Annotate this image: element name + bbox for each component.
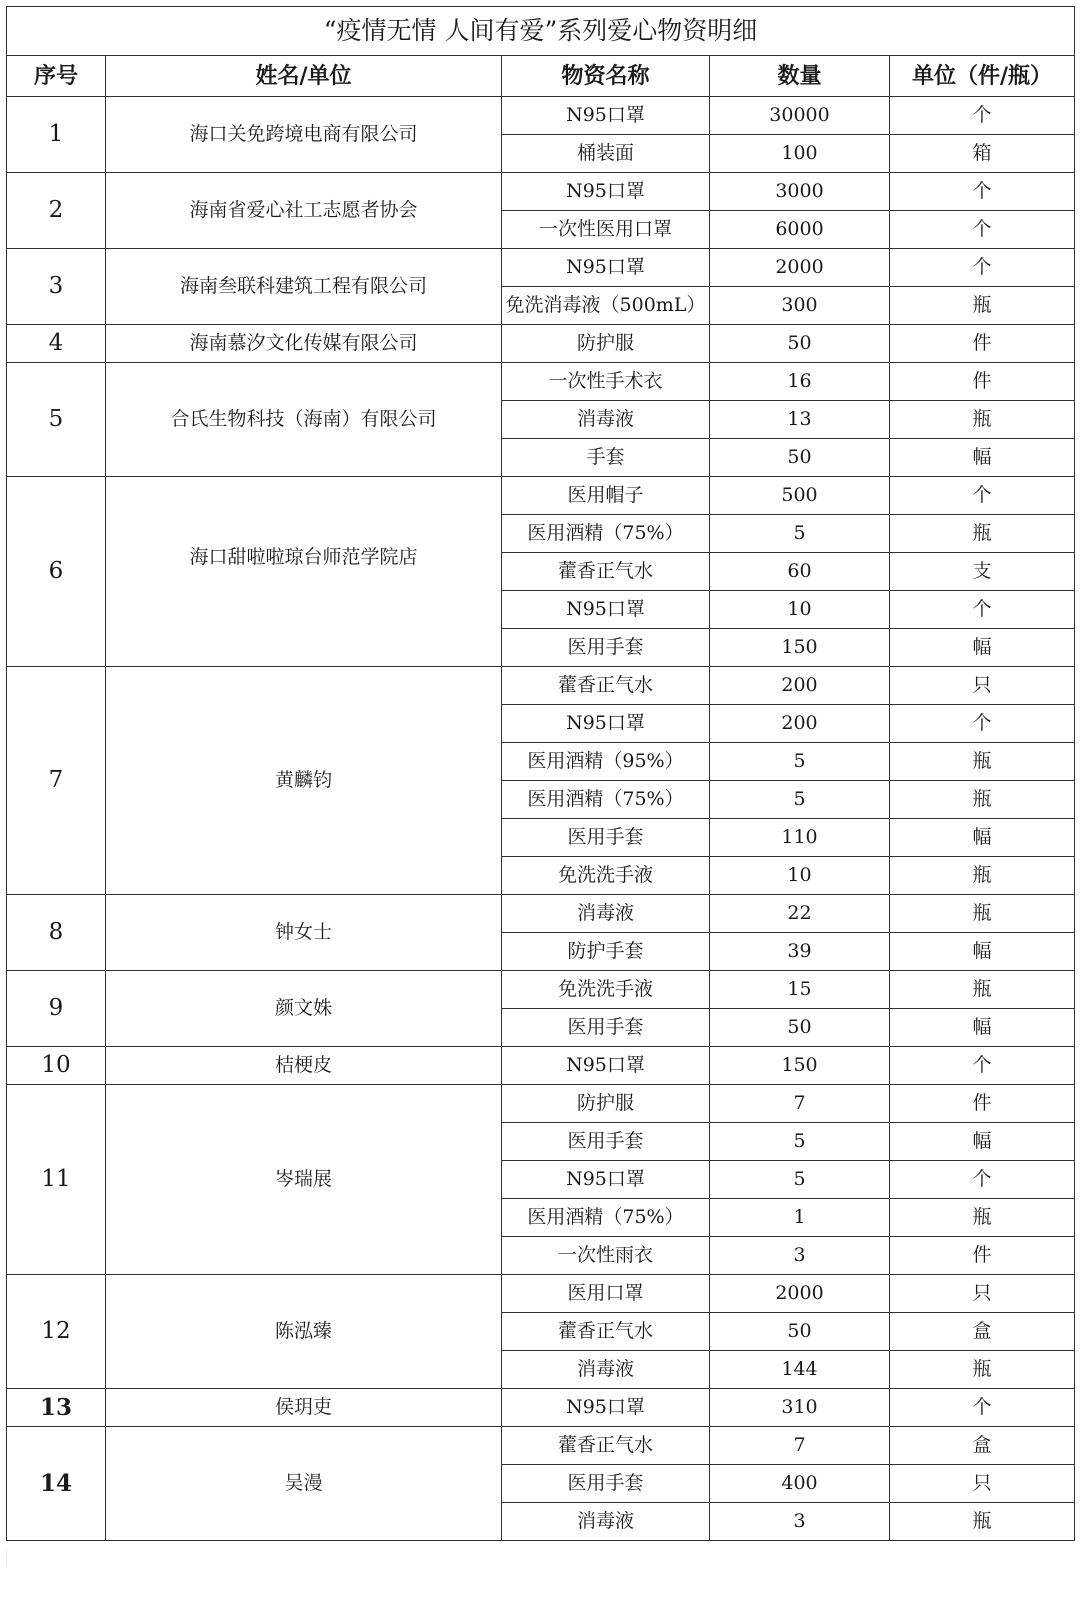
cell-quantity: 22: [710, 895, 890, 933]
cell-item: N95口罩: [502, 97, 710, 135]
cell-unit: 瓶: [890, 781, 1075, 819]
cell-quantity: 300: [710, 287, 890, 325]
cell-seq: 5: [7, 363, 106, 477]
cell-item: 医用酒精（75%）: [502, 515, 710, 553]
table-row: [7, 363, 1075, 401]
cell-item: 藿香正气水: [502, 1313, 710, 1351]
cell-unit: 瓶: [890, 515, 1075, 553]
table-body: [7, 97, 1075, 1541]
cell-seq: 6: [7, 477, 106, 667]
header-quantity: 数量: [710, 56, 890, 97]
cell-item: 藿香正气水: [502, 553, 710, 591]
cell-quantity: 5: [710, 515, 890, 553]
cell-item: 防护手套: [502, 933, 710, 971]
cell-unit: 支: [890, 553, 1075, 591]
cell-seq: 11: [7, 1085, 106, 1275]
cell-item: 藿香正气水: [502, 667, 710, 705]
cell-quantity: 500: [710, 477, 890, 515]
table-row: [7, 97, 1075, 135]
cell-item: 消毒液: [502, 401, 710, 439]
cell-quantity: 3000: [710, 173, 890, 211]
cell-unit: 盒: [890, 1313, 1075, 1351]
table-row: [7, 971, 1075, 1009]
cell-quantity: 30000: [710, 97, 890, 135]
cell-item: 医用口罩: [502, 1275, 710, 1313]
cell-seq: 14: [7, 1427, 106, 1541]
cell-quantity: 15: [710, 971, 890, 1009]
cell-quantity: 50: [710, 325, 890, 363]
cell-item: 消毒液: [502, 1503, 710, 1541]
cell-unit: 个: [890, 477, 1075, 515]
cell-seq: 3: [7, 249, 106, 325]
cell-unit: 件: [890, 1237, 1075, 1275]
cell-quantity: 16: [710, 363, 890, 401]
cell-item: 医用酒精（75%）: [502, 1199, 710, 1237]
cell-unit: 幅: [890, 629, 1075, 667]
table-edge: [6, 1551, 1075, 1565]
cell-unit: 瓶: [890, 1199, 1075, 1237]
cell-item: N95口罩: [502, 249, 710, 287]
cell-unit: 个: [890, 249, 1075, 287]
table-row: [7, 1047, 1075, 1085]
cell-item: 防护服: [502, 1085, 710, 1123]
cell-quantity: 7: [710, 1085, 890, 1123]
cell-donor: 黄麟钧: [106, 667, 502, 895]
cell-unit: 瓶: [890, 895, 1075, 933]
cell-item: 手套: [502, 439, 710, 477]
cell-item: N95口罩: [502, 1389, 710, 1427]
cell-seq: 9: [7, 971, 106, 1047]
cell-seq: 2: [7, 173, 106, 249]
cell-unit: 幅: [890, 819, 1075, 857]
cell-unit: 瓶: [890, 1351, 1075, 1389]
cell-item: 医用帽子: [502, 477, 710, 515]
table-row: [7, 1427, 1075, 1465]
cell-donor: 钟女士: [106, 895, 502, 971]
cell-quantity: 150: [710, 629, 890, 667]
cell-item: 桶装面: [502, 135, 710, 173]
cell-quantity: 50: [710, 439, 890, 477]
cell-unit: 个: [890, 97, 1075, 135]
cell-quantity: 400: [710, 1465, 890, 1503]
cell-item: 医用手套: [502, 1009, 710, 1047]
cell-unit: 瓶: [890, 401, 1075, 439]
cell-quantity: 110: [710, 819, 890, 857]
cell-unit: 只: [890, 1275, 1075, 1313]
cell-item: 一次性手术衣: [502, 363, 710, 401]
table-row: [7, 1389, 1075, 1427]
table-row: [7, 173, 1075, 211]
table-row: [7, 667, 1075, 705]
cell-quantity: 5: [710, 743, 890, 781]
cell-quantity: 10: [710, 591, 890, 629]
cell-quantity: 310: [710, 1389, 890, 1427]
cell-item: 医用手套: [502, 629, 710, 667]
cell-unit: 个: [890, 1161, 1075, 1199]
cell-donor: 海南叁联科建筑工程有限公司: [106, 249, 502, 325]
cell-unit: 瓶: [890, 1503, 1075, 1541]
cell-donor: 桔梗皮: [106, 1047, 502, 1085]
cell-unit: 件: [890, 1085, 1075, 1123]
cell-unit: 件: [890, 325, 1075, 363]
cell-item: N95口罩: [502, 1161, 710, 1199]
cell-quantity: 200: [710, 705, 890, 743]
cell-quantity: 5: [710, 781, 890, 819]
cell-unit: 幅: [890, 1123, 1075, 1161]
cell-unit: 个: [890, 173, 1075, 211]
cell-unit: 个: [890, 1389, 1075, 1427]
cell-donor: 岑瑞展: [106, 1085, 502, 1275]
table-row: [7, 477, 1075, 515]
cell-seq: 8: [7, 895, 106, 971]
cell-item: N95口罩: [502, 1047, 710, 1085]
header-seq: 序号: [7, 56, 106, 97]
cell-quantity: 150: [710, 1047, 890, 1085]
cell-item: 免洗消毒液（500mL）: [502, 287, 710, 325]
cell-quantity: 2000: [710, 1275, 890, 1313]
cell-item: 医用手套: [502, 819, 710, 857]
header-unit: 单位（件/瓶）: [890, 56, 1075, 97]
cell-item: 一次性医用口罩: [502, 211, 710, 249]
cell-quantity: 50: [710, 1313, 890, 1351]
cell-item: 防护服: [502, 325, 710, 363]
cell-quantity: 1: [710, 1199, 890, 1237]
cell-donor: 海南省爱心社工志愿者协会: [106, 173, 502, 249]
cell-seq: 7: [7, 667, 106, 895]
cell-donor: 陈泓臻: [106, 1275, 502, 1389]
cell-seq: 12: [7, 1275, 106, 1389]
table-row: [7, 895, 1075, 933]
cell-quantity: 5: [710, 1123, 890, 1161]
cell-donor: 吴漫: [106, 1427, 502, 1541]
cell-item: N95口罩: [502, 591, 710, 629]
cell-unit: 件: [890, 363, 1075, 401]
cell-unit: 幅: [890, 1009, 1075, 1047]
cell-unit: 盒: [890, 1427, 1075, 1465]
cell-item: 藿香正气水: [502, 1427, 710, 1465]
cell-unit: 幅: [890, 439, 1075, 477]
cell-item: 医用酒精（75%）: [502, 781, 710, 819]
cell-item: 医用酒精（95%）: [502, 743, 710, 781]
cell-unit: 个: [890, 591, 1075, 629]
cell-quantity: 5: [710, 1161, 890, 1199]
cell-item: 医用手套: [502, 1465, 710, 1503]
cell-unit: 幅: [890, 933, 1075, 971]
cell-item: 免洗洗手液: [502, 971, 710, 1009]
table-row: [7, 249, 1075, 287]
cell-item: 消毒液: [502, 895, 710, 933]
cell-seq: 13: [7, 1389, 106, 1427]
header-row: [7, 56, 1075, 97]
cell-seq: 4: [7, 325, 106, 363]
cell-unit: 只: [890, 667, 1075, 705]
cell-item: 免洗洗手液: [502, 857, 710, 895]
cell-quantity: 144: [710, 1351, 890, 1389]
cell-quantity: 60: [710, 553, 890, 591]
cell-quantity: 39: [710, 933, 890, 971]
cell-item: N95口罩: [502, 173, 710, 211]
donation-table: [6, 6, 1075, 1541]
cell-seq: 1: [7, 97, 106, 173]
table-row: [7, 1085, 1075, 1123]
cell-item: 一次性雨衣: [502, 1237, 710, 1275]
cell-unit: 瓶: [890, 857, 1075, 895]
cell-donor: 侯玥吏: [106, 1389, 502, 1427]
cell-quantity: 50: [710, 1009, 890, 1047]
cell-donor: 海口甜啦啦琼台师范学院店: [106, 477, 502, 667]
table-row: [7, 1275, 1075, 1313]
cell-quantity: 3: [710, 1237, 890, 1275]
cell-unit: 瓶: [890, 743, 1075, 781]
cell-item: 消毒液: [502, 1351, 710, 1389]
cell-item: 医用手套: [502, 1123, 710, 1161]
cell-donor: 海南慕汐文化传媒有限公司: [106, 325, 502, 363]
cell-unit: 个: [890, 1047, 1075, 1085]
cell-donor: 颜文姝: [106, 971, 502, 1047]
cell-quantity: 6000: [710, 211, 890, 249]
cell-quantity: 100: [710, 135, 890, 173]
cell-quantity: 10: [710, 857, 890, 895]
table-row: [7, 325, 1075, 363]
cell-unit: 瓶: [890, 971, 1075, 1009]
cell-donor: 海口关免跨境电商有限公司: [106, 97, 502, 173]
cell-unit: 个: [890, 705, 1075, 743]
cell-quantity: 13: [710, 401, 890, 439]
cell-unit: 箱: [890, 135, 1075, 173]
table-title: “疫情无情 人间有爱”系列爱心物资明细: [7, 7, 1075, 56]
cell-quantity: 3: [710, 1503, 890, 1541]
header-name: 姓名/单位: [106, 56, 502, 97]
cell-unit: 瓶: [890, 287, 1075, 325]
cell-unit: 只: [890, 1465, 1075, 1503]
header-item: 物资名称: [502, 56, 710, 97]
cell-seq: 10: [7, 1047, 106, 1085]
cell-unit: 个: [890, 211, 1075, 249]
cell-quantity: 7: [710, 1427, 890, 1465]
cell-quantity: 2000: [710, 249, 890, 287]
cell-quantity: 200: [710, 667, 890, 705]
cell-item: N95口罩: [502, 705, 710, 743]
cell-donor: 合氏生物科技（海南）有限公司: [106, 363, 502, 477]
